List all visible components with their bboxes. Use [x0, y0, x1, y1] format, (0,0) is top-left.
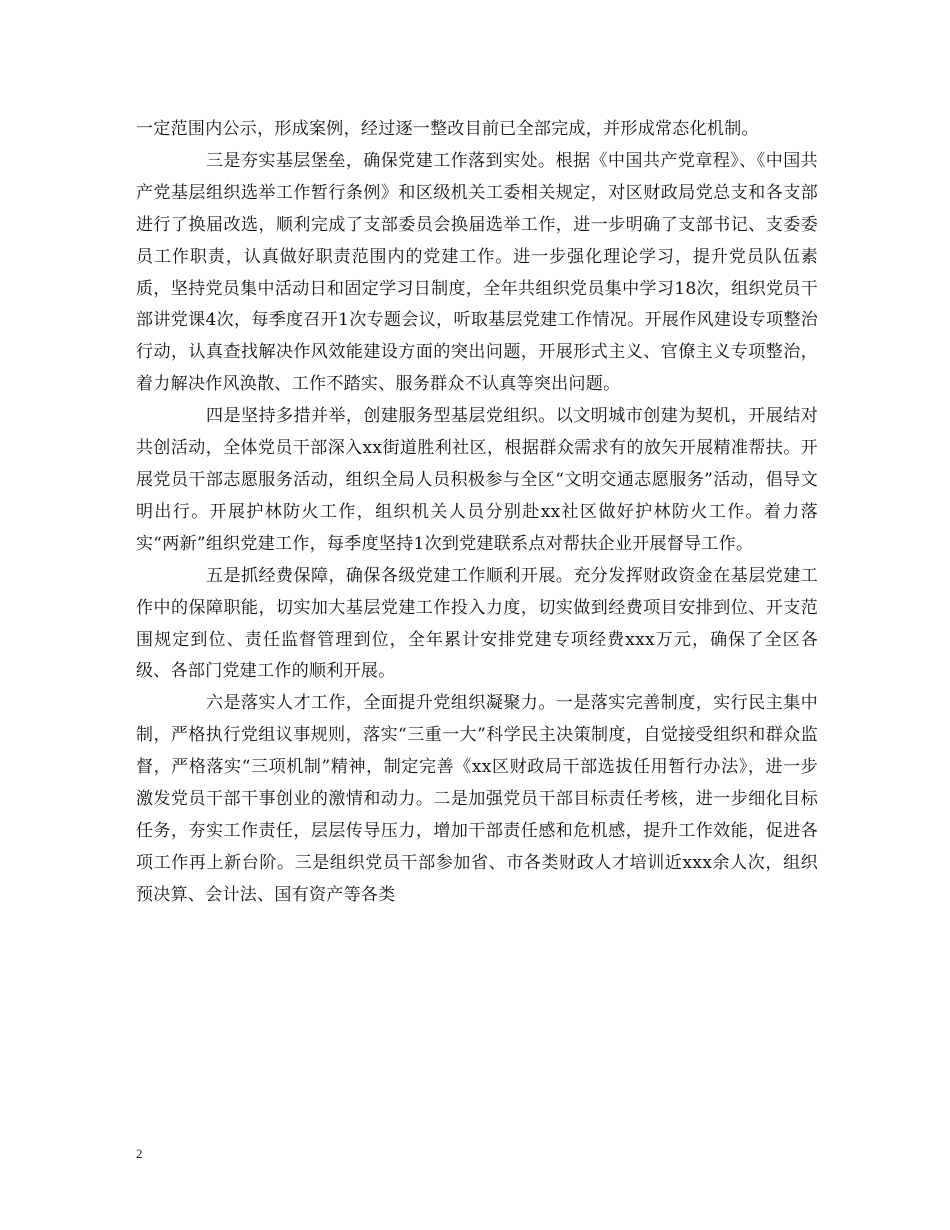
- paragraph-item-4: 四是坚持多措并举，创建服务型基层党组织。以文明城市创建为契机，开展结对共创活动，全体党员干部深入xx街道胜利社区，根据群众需求有的放矢开展精准帮扶。开展党员干部志愿服务活动，组织全局人员积极参与全区“文明交通志愿服务”活动，倡导文明出行。开展护林防火工作，组织机关人员分别赴xx社区做好护林防火工作。着力落实“两新”组织党建工作，每季度坚持1次到党建联系点对帮扶企业开展督导工作。: [136, 406, 818, 554]
- paragraph-item-6: 六是落实人才工作，全面提升党组织凝聚力。一是落实完善制度，实行民主集中制，严格执行党组议事规则，落实“三重一大”科学民主决策制度，自觉接受组织和群众监督，严格落实“三项机制”精神，制定完善《xx区财政局干部选拔任用暂行办法》，进一步激发党员干部干事创业的激情和动力。二是加强党员干部目标责任考核，进一步细化目标任务，夯实工作责任，层层传导压力，增加干部责任感和危机感，提升工作效能，促进各项工作再上新台阶。三是组织党员干部参加省、市各类财政人才培训近xxx余人次，组织预决算、会计法、国有资产等各类: [136, 693, 818, 905]
- paragraph-item-5: 五是抓经费保障，确保各级党建工作顺利开展。充分发挥财政资金在基层党建工作中的保障职能，切实加大基层党建工作投入力度，切实做到经费项目安排到位、开支范围规定到位、责任监督管理到位，全年累计安排党建专项经费xxx万元，确保了全区各级、各部门党建工作的顺利开展。: [136, 565, 818, 682]
- page-number: 2: [136, 1146, 143, 1161]
- paragraph-item-3: 三是夯实基层堡垒，确保党建工作落到实处。根据《中国共产党章程》、《中国共产党基层组织选举工作暂行条例》和区级机关工委相关规定，对区财政局党总支和各支部进行了换届改选，顺利完成了支部委员会换届选举工作，进一步明确了支部书记、支委委员工作职责，认真做好职责范围内的党建工作。进一步强化理论学习，提升党员队伍素质，坚持党员集中活动日和固定学习日制度，全年共组织党员集中学习18次，组织党员干部讲党课4次，每季度召开1次专题会议，听取基层党建工作情况。开展作风建设专项整治行动，认真查找解决作风效能建设方面的突出问题，开展形式主义、官僚主义专项整治，着力解决作风涣散、工作不踏实、服务群众不认真等突出问题。: [136, 150, 818, 395]
- document-body: [136, 114, 818, 912]
- paragraph-continuation: 一定范围内公示，形成案例，经过逐一整改目前已全部完成，并形成常态化机制。: [136, 119, 759, 139]
